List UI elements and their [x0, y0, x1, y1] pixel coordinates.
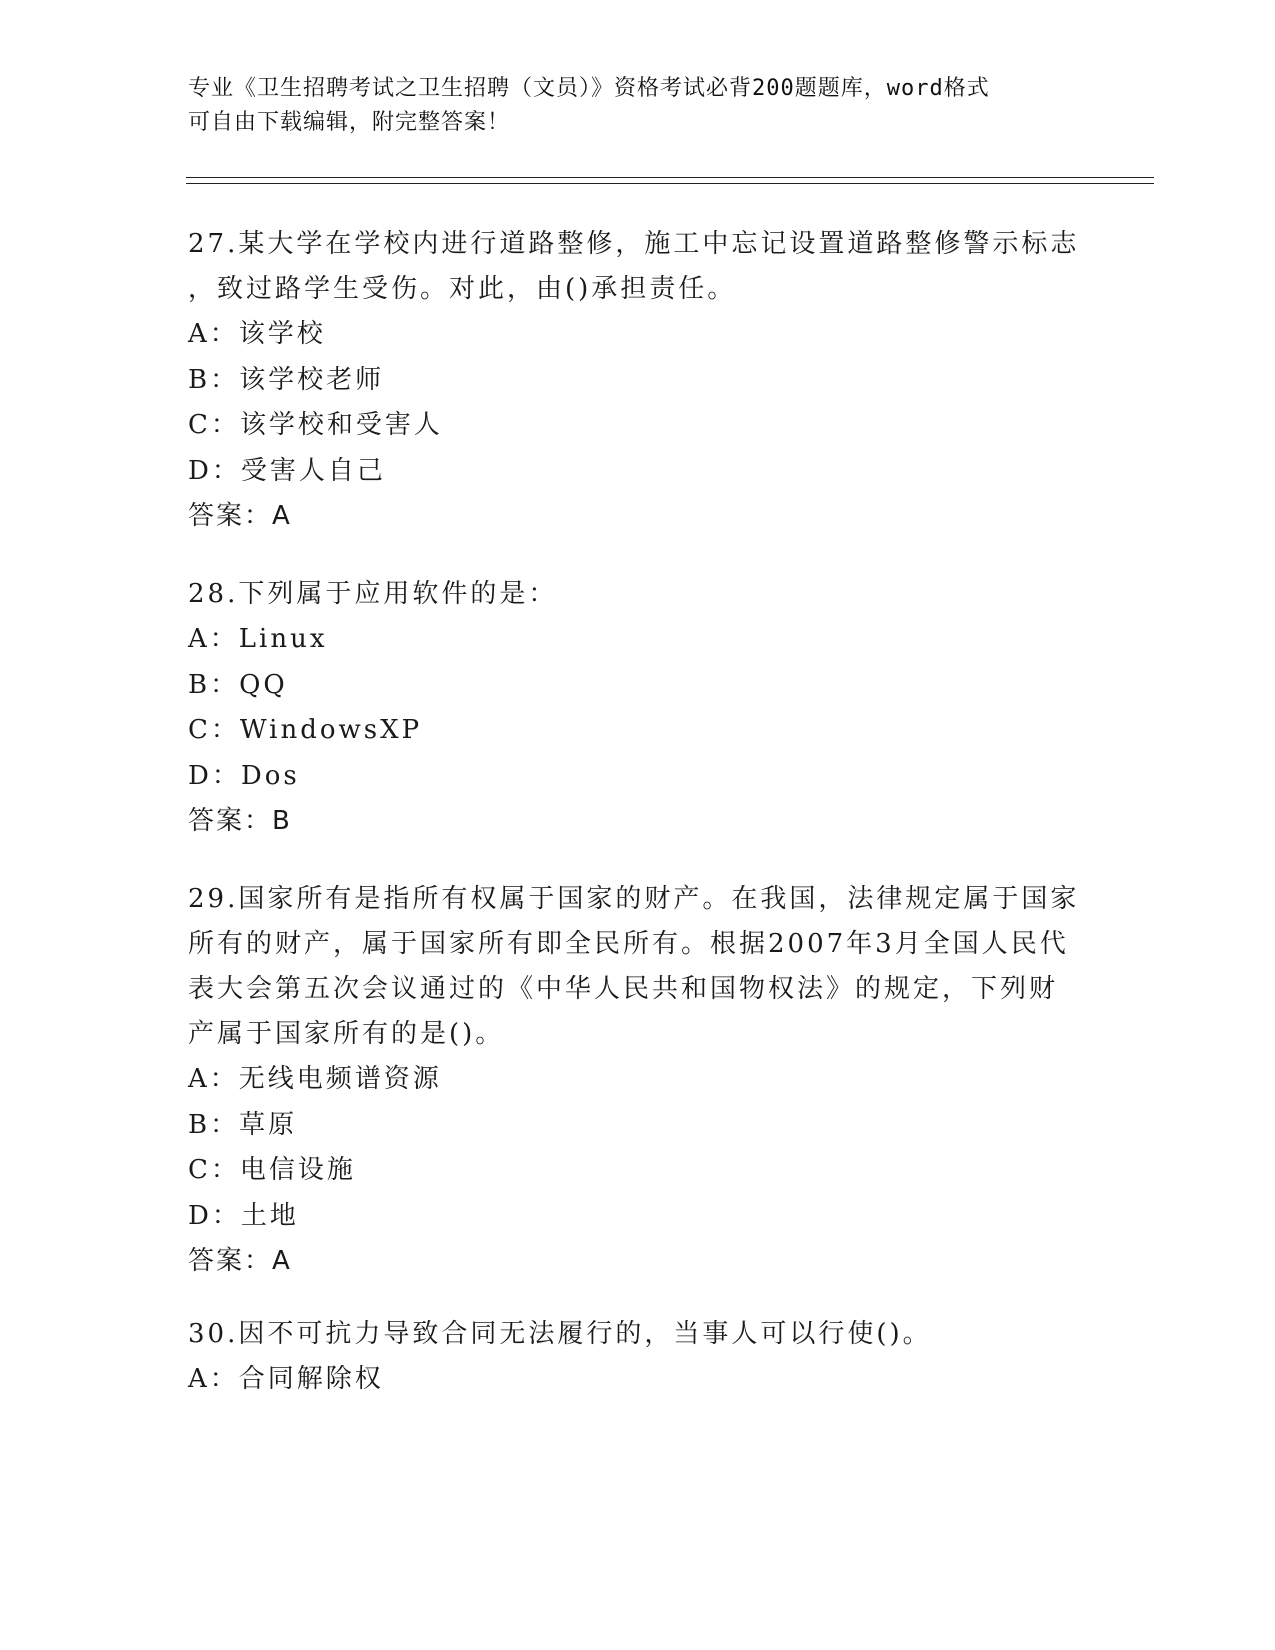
question-stem: 29.国家所有是指所有权属于国家的财产。在我国，法律规定属于国家 — [188, 884, 1080, 914]
header-divider-top — [186, 177, 1154, 178]
answer-label: 答案：A — [188, 501, 292, 531]
question-29 — [188, 877, 1080, 1284]
header-divider-bottom — [186, 183, 1154, 184]
option-a: A：合同解除权 — [188, 1364, 384, 1394]
question-stem: 27.某大学在学校内进行道路整修，施工中忘记设置道路整修警示标志 — [188, 229, 1080, 259]
option-d: D：受害人自己 — [188, 455, 386, 486]
question-stem: 产属于国家所有的是()。 — [188, 1019, 505, 1049]
question-30 — [188, 1312, 1068, 1403]
option-c: C：该学校和受害人 — [188, 410, 443, 440]
option-b: B：该学校老师 — [188, 364, 385, 395]
option-d: D：土地 — [188, 1200, 299, 1231]
option-b: B：QQ — [188, 669, 288, 700]
answer-label: 答案：B — [188, 806, 292, 836]
question-27 — [188, 222, 1080, 539]
option-b: B：草原 — [188, 1109, 298, 1140]
header-title-line-1: 专业《卫生招聘考试之卫生招聘（文员）》资格考试必背200题题库，word格式 — [188, 76, 990, 101]
option-a: A：无线电频谱资源 — [188, 1064, 442, 1094]
option-a: A：Linux — [188, 624, 328, 654]
option-a: A：该学校 — [188, 319, 326, 349]
document-header — [188, 72, 1068, 140]
question-28 — [188, 572, 1068, 844]
header-title-line-2: 可自由下载编辑，附完整答案！ — [188, 110, 511, 135]
option-c: C：电信设施 — [188, 1155, 356, 1185]
question-stem: ，致过路学生受伤。对此，由()承担责任。 — [188, 274, 737, 304]
answer-label: 答案：A — [188, 1246, 292, 1276]
question-stem: 所有的财产，属于国家所有即全民所有。根据2007年3月全国人民代 — [188, 929, 1069, 959]
question-stem: 30.因不可抗力导致合同无法履行的，当事人可以行使()。 — [188, 1319, 932, 1349]
option-d: D：Dos — [188, 760, 300, 791]
question-stem: 28.下列属于应用软件的是： — [188, 579, 558, 609]
option-c: C：WindowsXP — [188, 715, 423, 745]
question-stem: 表大会第五次会议通过的《中华人民共和国物权法》的规定，下列财 — [188, 974, 1059, 1004]
